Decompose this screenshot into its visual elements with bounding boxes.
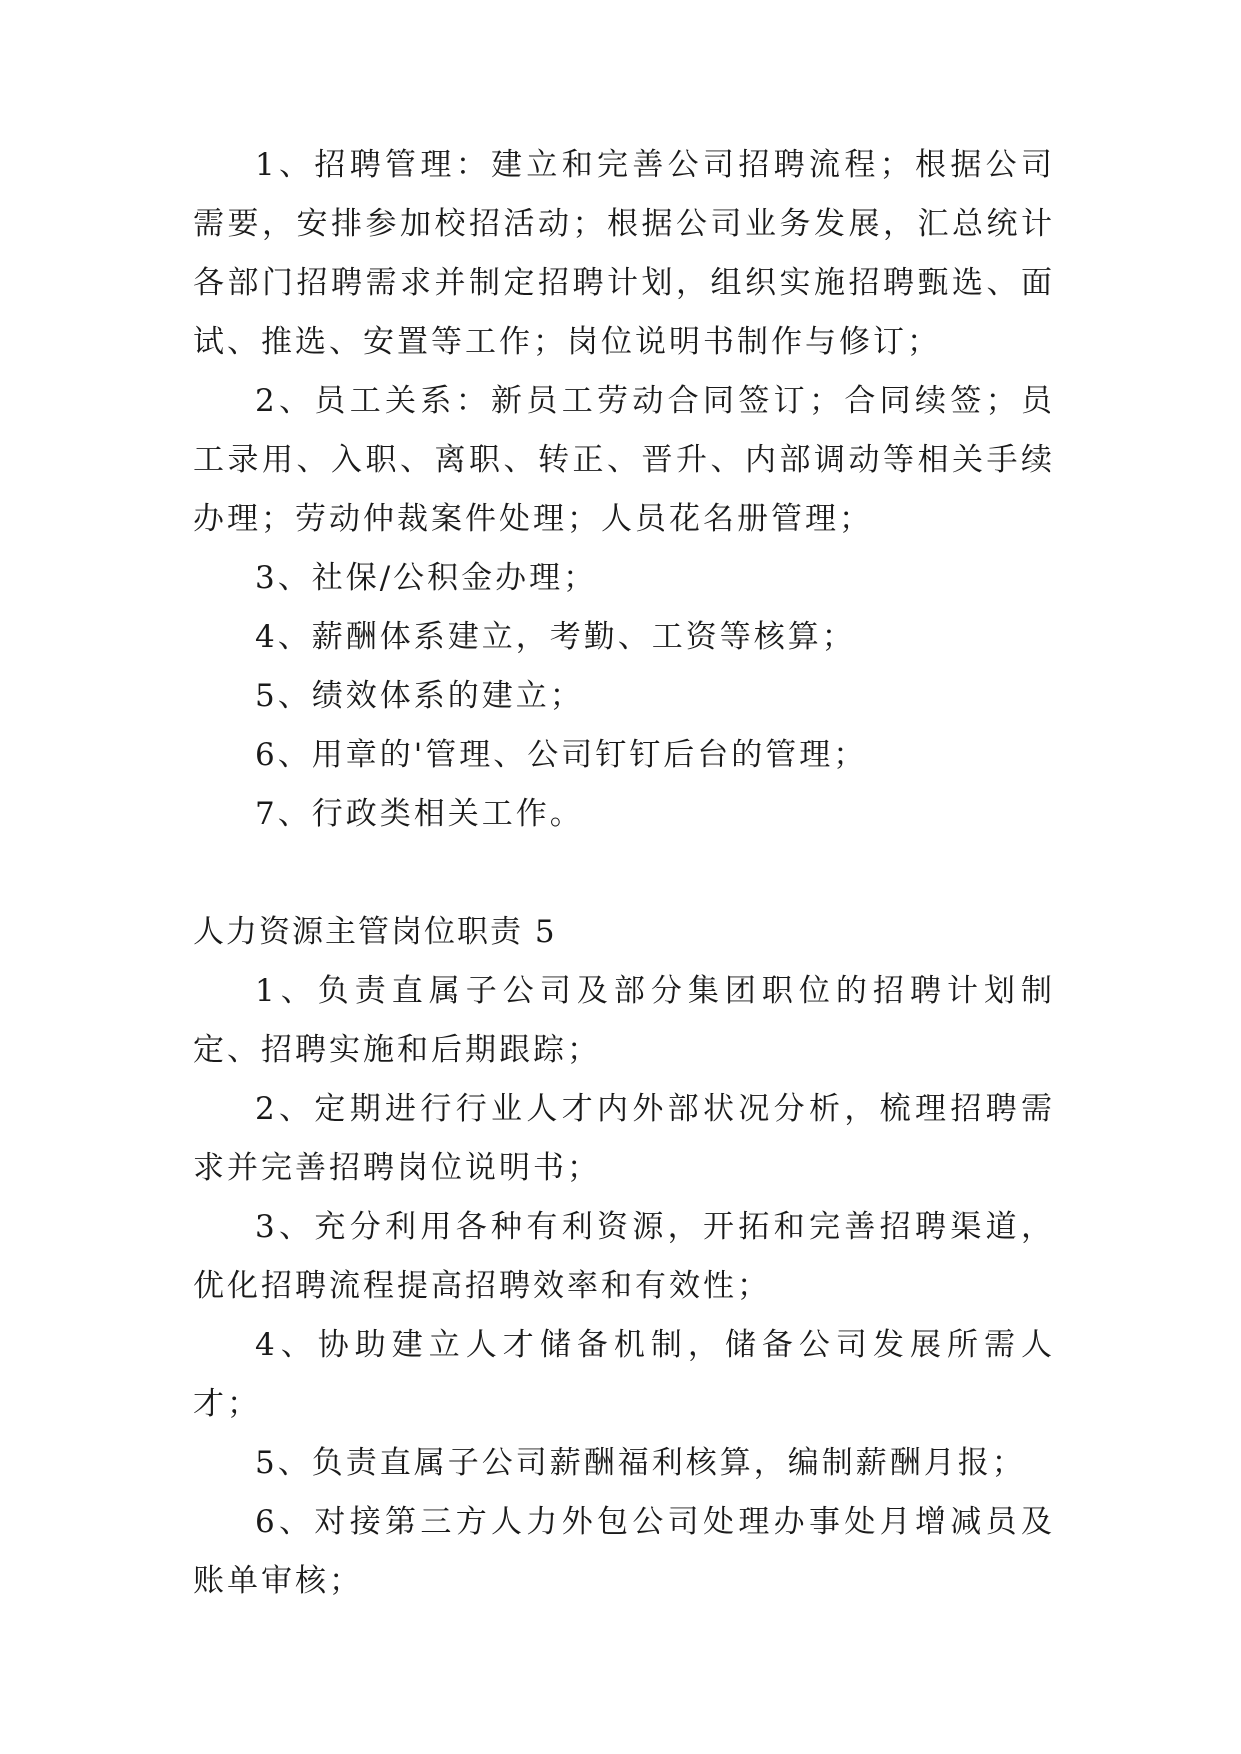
duty-paragraph: 2、定期进行行业人才内外部状况分析，梳理招聘需求并完善招聘岗位说明书；	[193, 1091, 1055, 1186]
duty-paragraph: 6、对接第三方人力外包公司处理办事处月增减员及账单审核；	[193, 1504, 1055, 1599]
section-heading: 人力资源主管岗位职责 5	[193, 914, 557, 950]
duty-paragraph: 7、行政类相关工作。	[255, 796, 584, 832]
section-spacer	[193, 844, 1055, 903]
document-body	[193, 136, 1055, 1611]
duty-paragraph: 5、负责直属子公司薪酬福利核算，编制薪酬月报；	[255, 1445, 1026, 1481]
duty-paragraph: 6、用章的'管理、公司钉钉后台的管理；	[255, 737, 868, 773]
duty-paragraph: 1、负责直属子公司及部分集团职位的招聘计划制定、招聘实施和后期跟踪；	[193, 973, 1055, 1068]
duty-paragraph: 5、绩效体系的建立；	[255, 678, 584, 714]
duty-paragraph: 3、社保/公积金办理；	[255, 560, 598, 596]
duty-paragraph: 2、员工关系：新员工劳动合同签订；合同续签；员工录用、入职、离职、转正、晋升、内部调动等相关手续办理；劳动仲裁案件处理；人员花名册管理；	[193, 383, 1055, 537]
duty-paragraph: 3、充分利用各种有利资源，开拓和完善招聘渠道，优化招聘流程提高招聘效率和有效性；	[193, 1209, 1055, 1304]
duty-paragraph: 4、协助建立人才储备机制，储备公司发展所需人才；	[193, 1327, 1055, 1422]
section-hr-duties-4	[193, 136, 1055, 844]
duty-paragraph: 4、薪酬体系建立，考勤、工资等核算；	[255, 619, 856, 655]
section-hr-duties-5	[193, 903, 1055, 1611]
duty-paragraph: 1、招聘管理：建立和完善公司招聘流程；根据公司需要，安排参加校招活动；根据公司业务发展，汇总统计各部门招聘需求并制定招聘计划，组织实施招聘甄选、面试、推选、安置等工作；岗位说明书制作与修订；	[193, 147, 1055, 360]
